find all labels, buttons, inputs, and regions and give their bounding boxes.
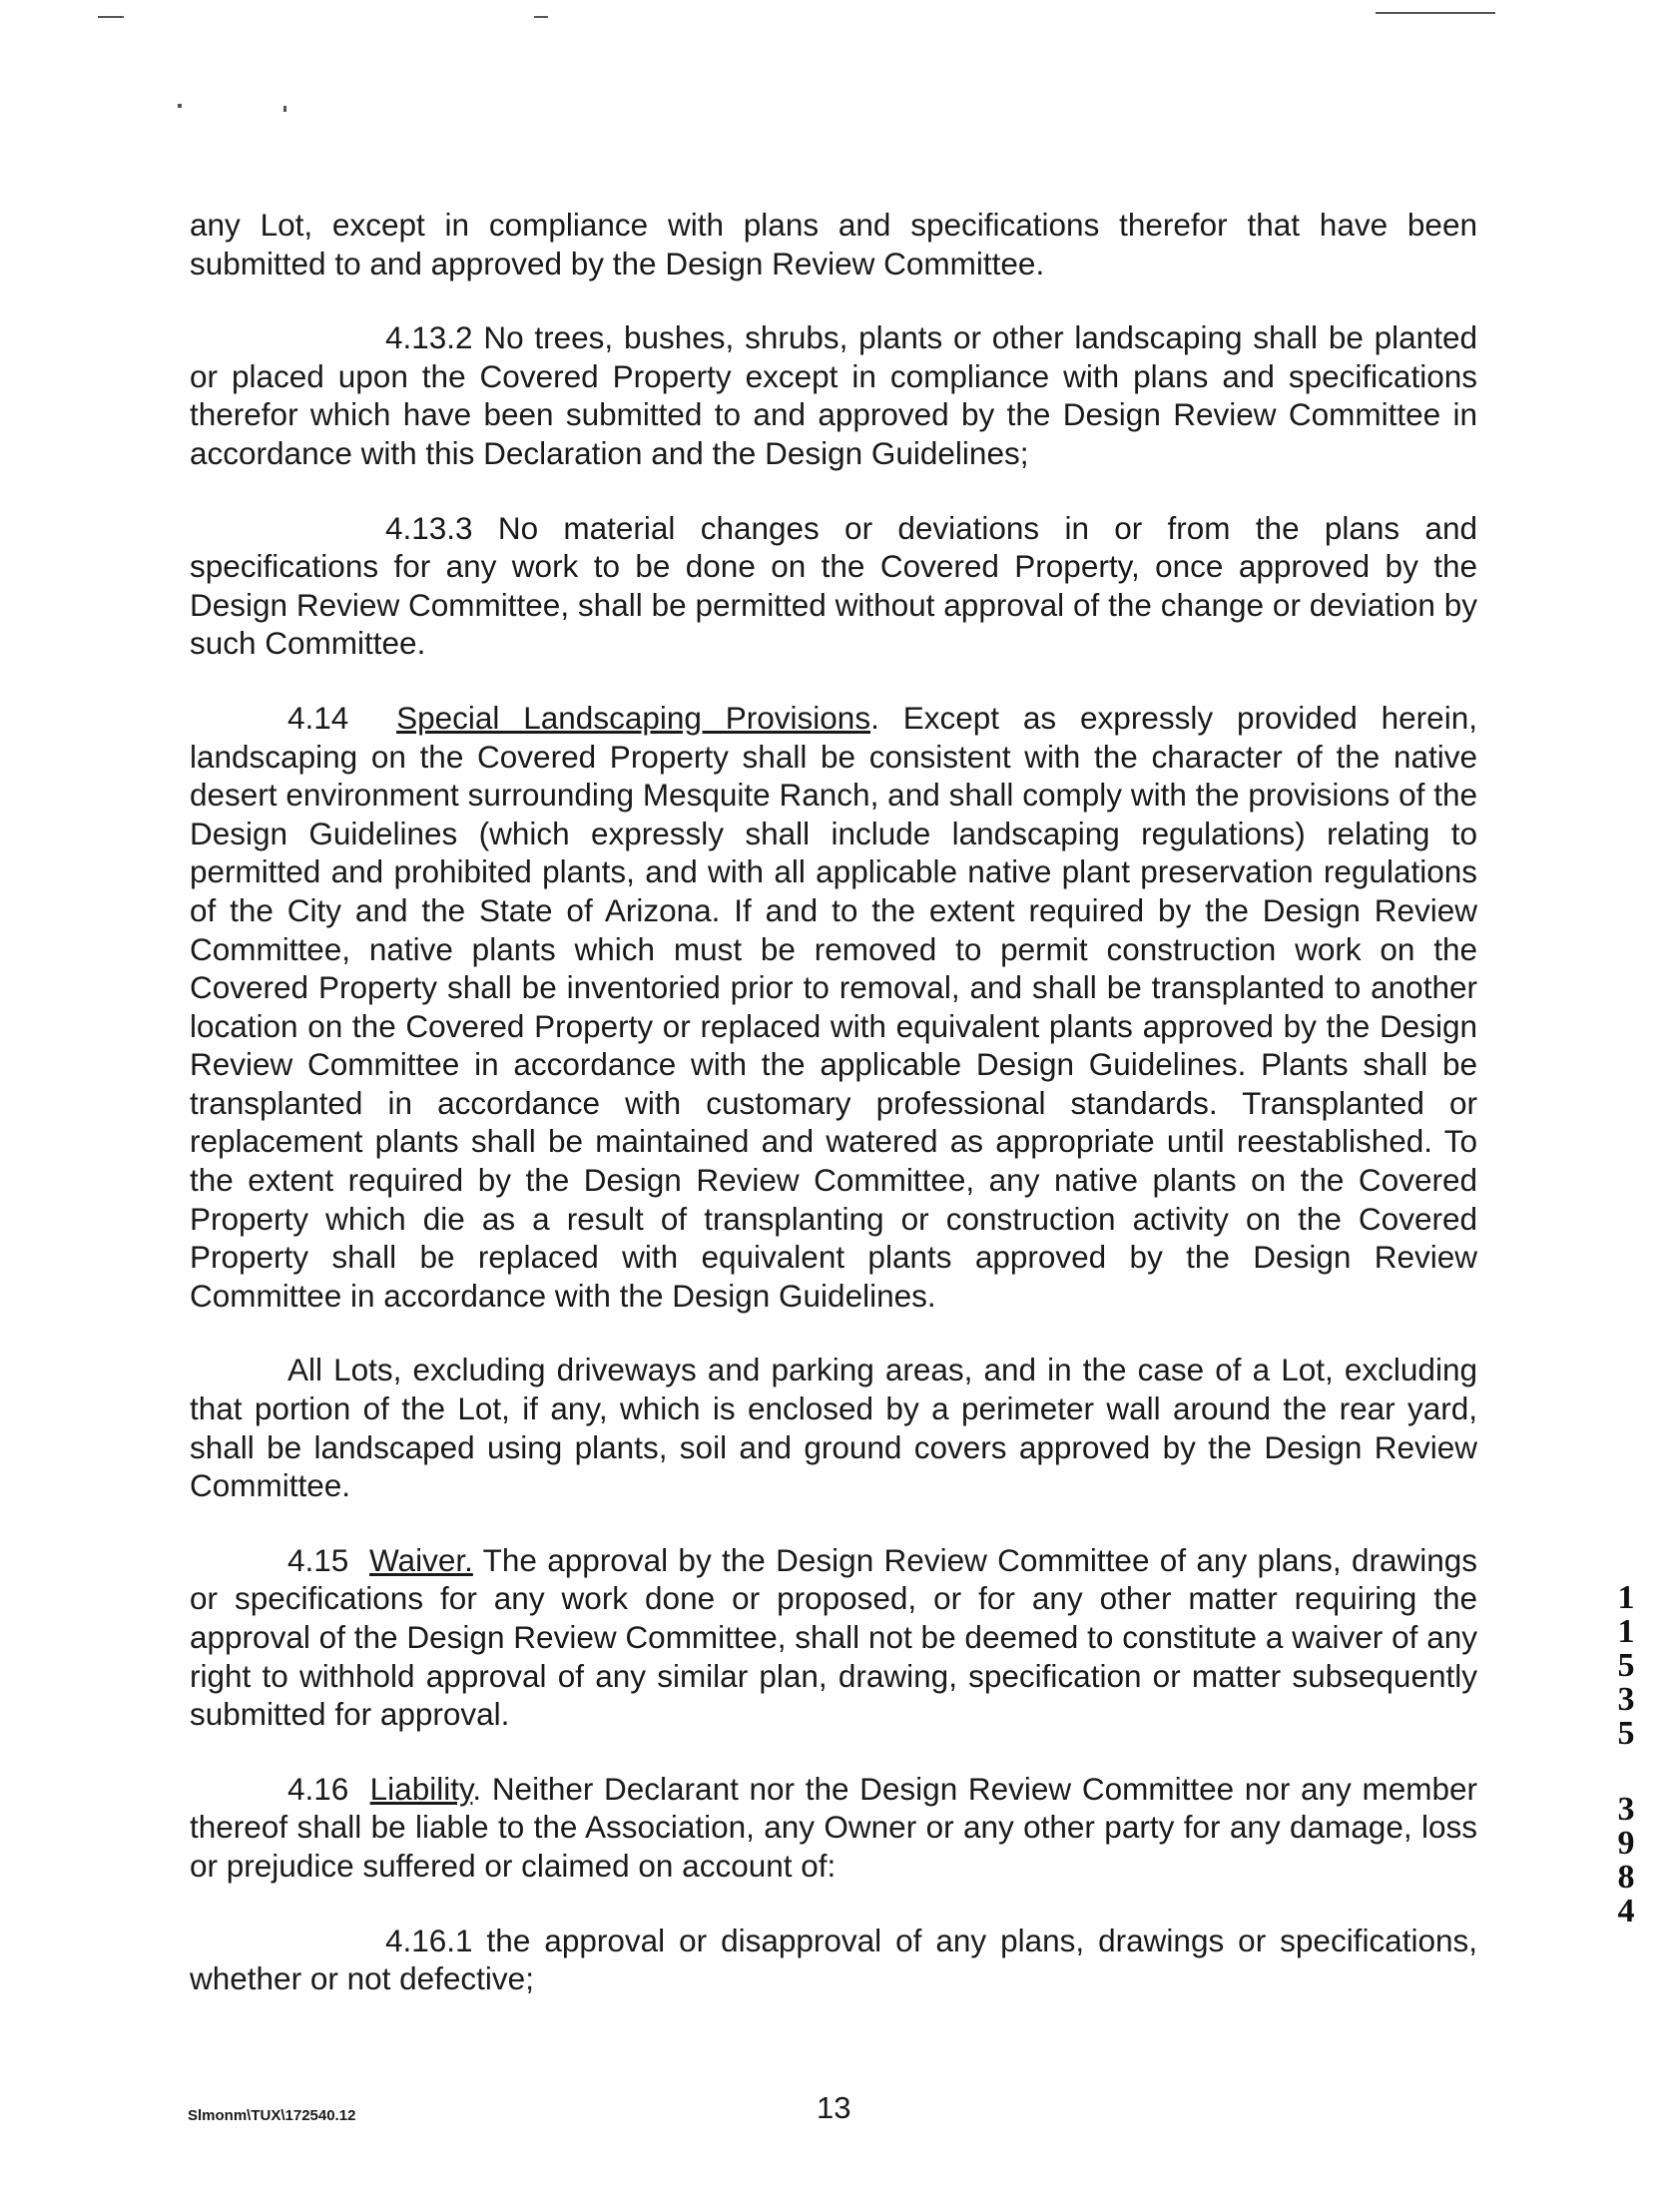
scan-mark	[178, 104, 182, 108]
recording-digit: 5	[1617, 1715, 1635, 1752]
recording-digit: 5	[1617, 1647, 1635, 1684]
footer-file-reference: Slmonm\TUX\172540.12	[188, 2107, 356, 2124]
paragraph-4-16-1	[190, 1922, 1477, 1998]
paragraph-text: 4.16.1 the approval or disapproval of any plans, drawings or specifications, whether or not defective;	[190, 1922, 1477, 1997]
recording-digit: 3	[1617, 1791, 1635, 1828]
section-heading: Waiver.	[369, 1541, 473, 1578]
recording-digit: 8	[1617, 1859, 1635, 1896]
page-number: 13	[817, 2090, 851, 2125]
section-number: 4.16	[287, 1770, 349, 1807]
recording-digit: 1	[1617, 1579, 1635, 1616]
scan-mark	[98, 16, 124, 18]
paragraph-text: 4.13.3 No material changes or deviations in or from the plans and specifications for any work to be done on the Covered Property, once approved by the Design Review Committee, shall be permitted without approval of the change or deviation by such Committee.	[190, 509, 1477, 662]
recording-digit: 9	[1617, 1825, 1635, 1862]
paragraph-text: All Lots, excluding driveways and parking areas, and in the case of a Lot, excluding that portion of the Lot, if any, which is enclosed by a perimeter wall around the rear yard, shall be landscaped using plants, soil and ground covers approved by the Design Review Committee.	[190, 1352, 1477, 1504]
recording-digit: 4	[1617, 1893, 1635, 1929]
paragraph-text: any Lot, except in compliance with plans and specifications therefor that have been submitted to and approved by the Design Review Committee.	[190, 207, 1477, 281]
section-number: 4.14	[287, 699, 349, 736]
section-number: 4.15	[287, 1541, 349, 1578]
document-body	[190, 206, 1477, 2034]
paragraph-text: Except as expressly provided herein, landscaping on the Covered Property shall be consistent with the character of the native desert environment surrounding Mesquite Ranch, and shall comply with the provisions of the Design Guidelines (which expressly shall include landscaping regulations) relating to permitted and prohibited plants, and with all applicable native plant preservation regulations of the City and the State of Arizona. If and to the extent required by the Design Review Committee, native plants which must be removed to permit construction work on the Covered Property shall be inventoried prior to removal, and shall be transplanted to another location on the Covered Property or replaced with equivalent plants approved by the Design Review Committee in accordance with the applicable Design Guidelines. Plants shall be transplanted in accordance with customary professional standards. Transplanted or replacement plants shall be maintained and watered as appropriate until reestablished. To the extent required by the Design Review Committee, any native plants on the Covered Property which die as a result of transplanting or construction activity on the Covered Property shall be replaced with equivalent plants approved by the Design Review Committee in accordance with the Design Guidelines.	[190, 699, 1477, 1314]
scan-mark	[283, 106, 286, 112]
recording-digit: 1	[1617, 1613, 1635, 1650]
paragraph-text: The approval by the Design Review Committee of any plans, drawings or specifications for any work done or proposed, or for any other matter requiring the approval of the Design Review Committee, shall not be deemed to constitute a waiver of any right to withhold approval of any similar plan, drawing, specification or matter subsequently submitted for approval.	[190, 1541, 1478, 1733]
section-heading: Special Landscaping Provisions	[396, 699, 871, 736]
scan-mark	[534, 16, 548, 18]
section-heading: Liability	[369, 1770, 473, 1807]
paragraph-text: 4.13.2 No trees, bushes, shrubs, plants or other landscaping shall be planted or placed upon the Covered Property except in compliance with plans and specifications therefor which have been submitted to and approved by the Design Review Committee in accordance with this Declaration and the Design Guidelines;	[190, 319, 1477, 471]
paragraph-4-16	[190, 1770, 1477, 1886]
paragraph-4-15	[190, 1541, 1477, 1734]
heading-punctuation: .	[472, 1770, 482, 1807]
paragraph-4-13-2	[190, 318, 1477, 472]
paragraph-continuation	[190, 206, 1477, 282]
heading-punctuation: .	[870, 699, 879, 736]
paragraph-all-lots	[190, 1351, 1477, 1504]
paragraph-4-14	[190, 699, 1477, 1316]
paragraph-4-13-3	[190, 509, 1477, 663]
recording-digit: 3	[1617, 1681, 1635, 1718]
paragraph-text: Neither Declarant nor the Design Review Committee nor any member thereof shall be liable to the Association, any Owner or any other party for any damage, loss or prejudice suffered or claimed on account of:	[190, 1770, 1477, 1884]
scan-mark	[1376, 12, 1495, 14]
